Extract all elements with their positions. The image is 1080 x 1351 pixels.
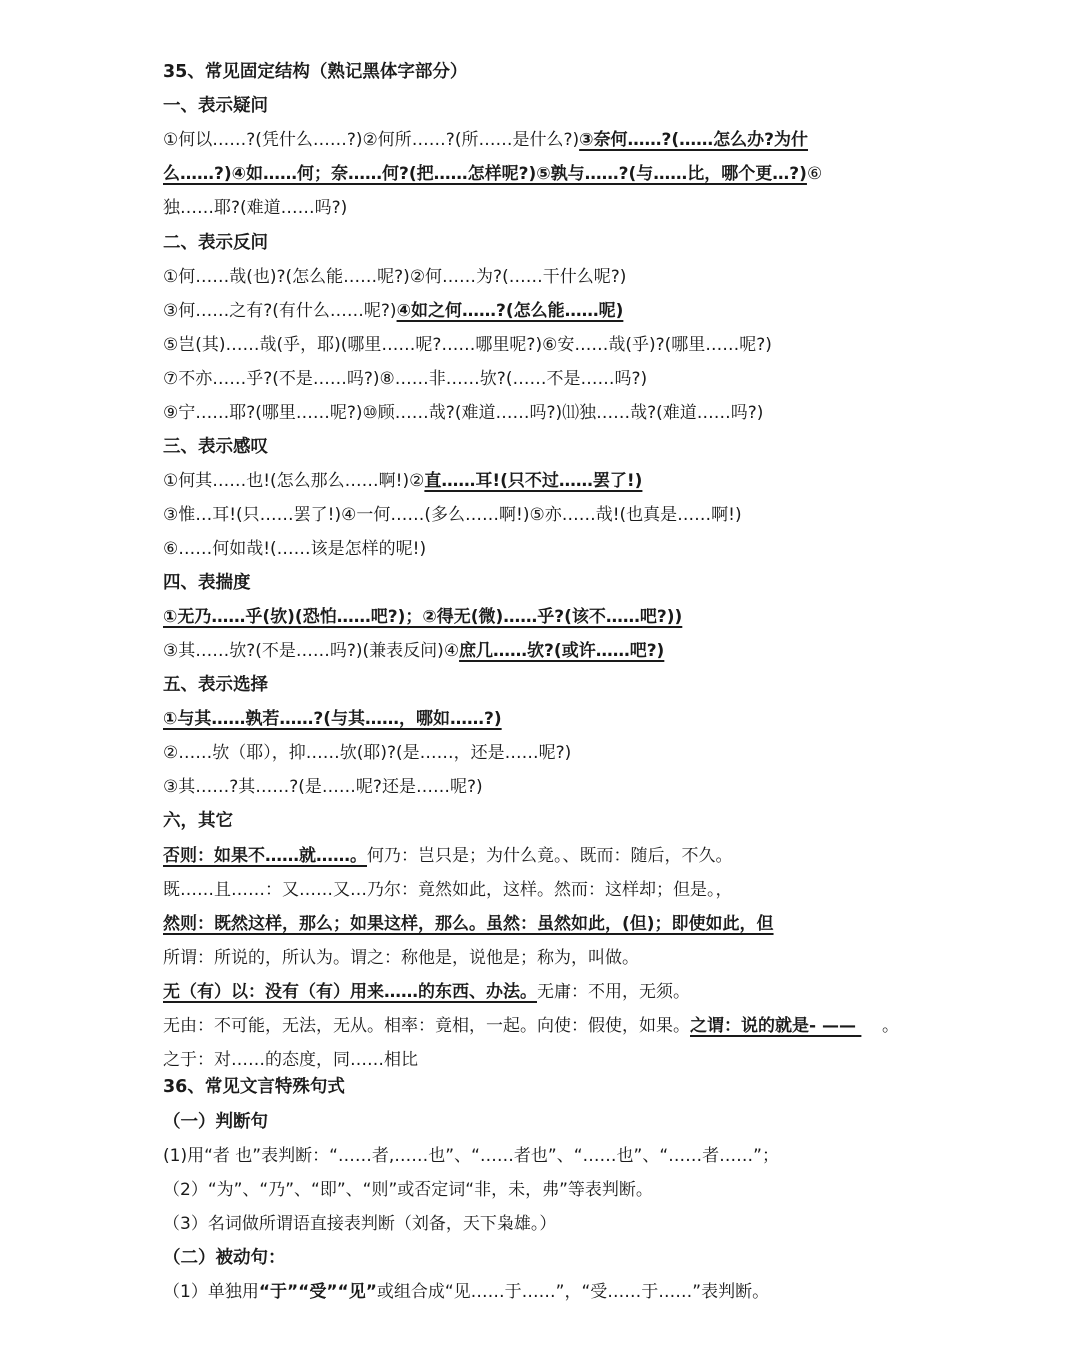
other-line-2: 既……且……：又……又…乃尔：竟然如此，这样。然而：这样却；但是。， [163, 880, 733, 900]
choice-line-3: ③其……?其……?(是……呢?还是……呢?) [163, 777, 483, 797]
rhetorical-line-1: ①何……哉(也)?(怎么能……呢?)②何……为?(……干什么呢?) [163, 267, 627, 287]
other-line-5: 无（有）以：没有（有）用来……的东西、办法。无庸：不用，无须。 [163, 982, 690, 1002]
conjecture-line-2: ③其……欤?(不是……吗?)(兼表反问)④庶几……欤?(或许……吧?) [163, 641, 665, 661]
heading-exclamation: 三、表示感叹 [163, 437, 268, 457]
rhetorical-line-4: ⑦不亦……乎?(不是……吗?)⑧……非……欤?(……不是……吗?) [163, 369, 648, 389]
other-line-6: 无由：不可能，无法，无从。相率：竟相，一起。向使：假使，如果。之谓：说的就是- —— 。 [163, 1016, 899, 1036]
rhetorical-line-2: ③何……之有?(有什么……呢?)④如之何……?(怎么能……呢) [163, 301, 624, 321]
rhetorical-line-5: ⑨宁……耶?(哪里……呢?)⑩顾……哉?(难道……吗?)⑾独……哉?(难道……吗?) [163, 403, 764, 423]
question-line-1: ①何以……?(凭什么……?)②何所……?(所……是什么?)③奈何……?(……怎么办?为什 [163, 130, 808, 150]
section-35-title: 35、常见固定结构（熟记黑体字部分） [163, 62, 468, 82]
heading-judgement: （一）判断句 [163, 1112, 268, 1132]
other-line-1: 否则：如果不……就……。何乃：岂只是；为什么竟。、既而：随后，不久。 [163, 846, 733, 866]
choice-line-2: ②……欤（耶），抑……欤(耶)?(是……，还是……呢?) [163, 743, 572, 763]
conjecture-line-1: ①无乃……乎(欤)(恐怕……吧?)；②得无(微)……乎?(该不……吧?)) [163, 607, 683, 627]
judgement-line-2: （2）“为”、“乃”、“即”、“则”或否定词“非，未，弗”等表判断。 [163, 1180, 653, 1200]
exclamation-line-3: ⑥……何如哉!(……该是怎样的呢!) [163, 539, 427, 559]
heading-passive: （二）被动句： [163, 1248, 286, 1268]
judgement-line-1: (1)用“者 也”表判断：“……者,……也”、“……者也”、“……也”、“……者……”； [163, 1146, 779, 1166]
blank-underline [856, 1015, 882, 1037]
other-line-3: 然则：既然这样，那么；如果这样，那么。虽然：虽然如此，(但)；即使如此，但 [163, 914, 774, 934]
heading-rhetorical: 二、表示反问 [163, 233, 268, 253]
exclamation-line-1: ①何其……也!(怎么那么……啊!)②直……耳!(只不过……罢了!) [163, 471, 643, 491]
judgement-line-3: （3）名词做所谓语直接表判断（刘备，天下枭雄。） [163, 1214, 557, 1234]
question-line-2: 么……?)④如……何；奈……何?(把……怎样呢?)⑤孰与……?(与……比，哪个更…?)⑥ [163, 164, 823, 184]
heading-other: 六，其它 [163, 811, 233, 831]
exclamation-line-2: ③惟…耳!(只……罢了!)④一何……(多么……啊!)⑤亦……哉!(也真是……啊!) [163, 505, 742, 525]
other-line-7: 之于：对……的态度，同……相比 [163, 1050, 418, 1070]
heading-question: 一、表示疑问 [163, 96, 268, 116]
heading-conjecture: 四、表揣度 [163, 573, 251, 593]
heading-choice: 五、表示选择 [163, 675, 268, 695]
other-line-4: 所谓：所说的，所认为。谓之：称他是，说他是；称为，叫做。 [163, 948, 639, 968]
passive-line-1: （1）单独用“于”“受”“见”或组合成“见……于……”，“受……于……”表判断。 [163, 1282, 770, 1302]
question-line-3: 独……耶?(难道……吗?) [163, 198, 348, 218]
rhetorical-line-3: ⑤岂(其)……哉(乎，耶)(哪里……呢?……哪里呢?)⑥安……哉(乎)?(哪里……呢?) [163, 335, 772, 355]
choice-line-1: ①与其……孰若……?(与其……，哪如……?) [163, 709, 502, 729]
section-36-title: 36、常见文言特殊句式 [163, 1077, 345, 1097]
